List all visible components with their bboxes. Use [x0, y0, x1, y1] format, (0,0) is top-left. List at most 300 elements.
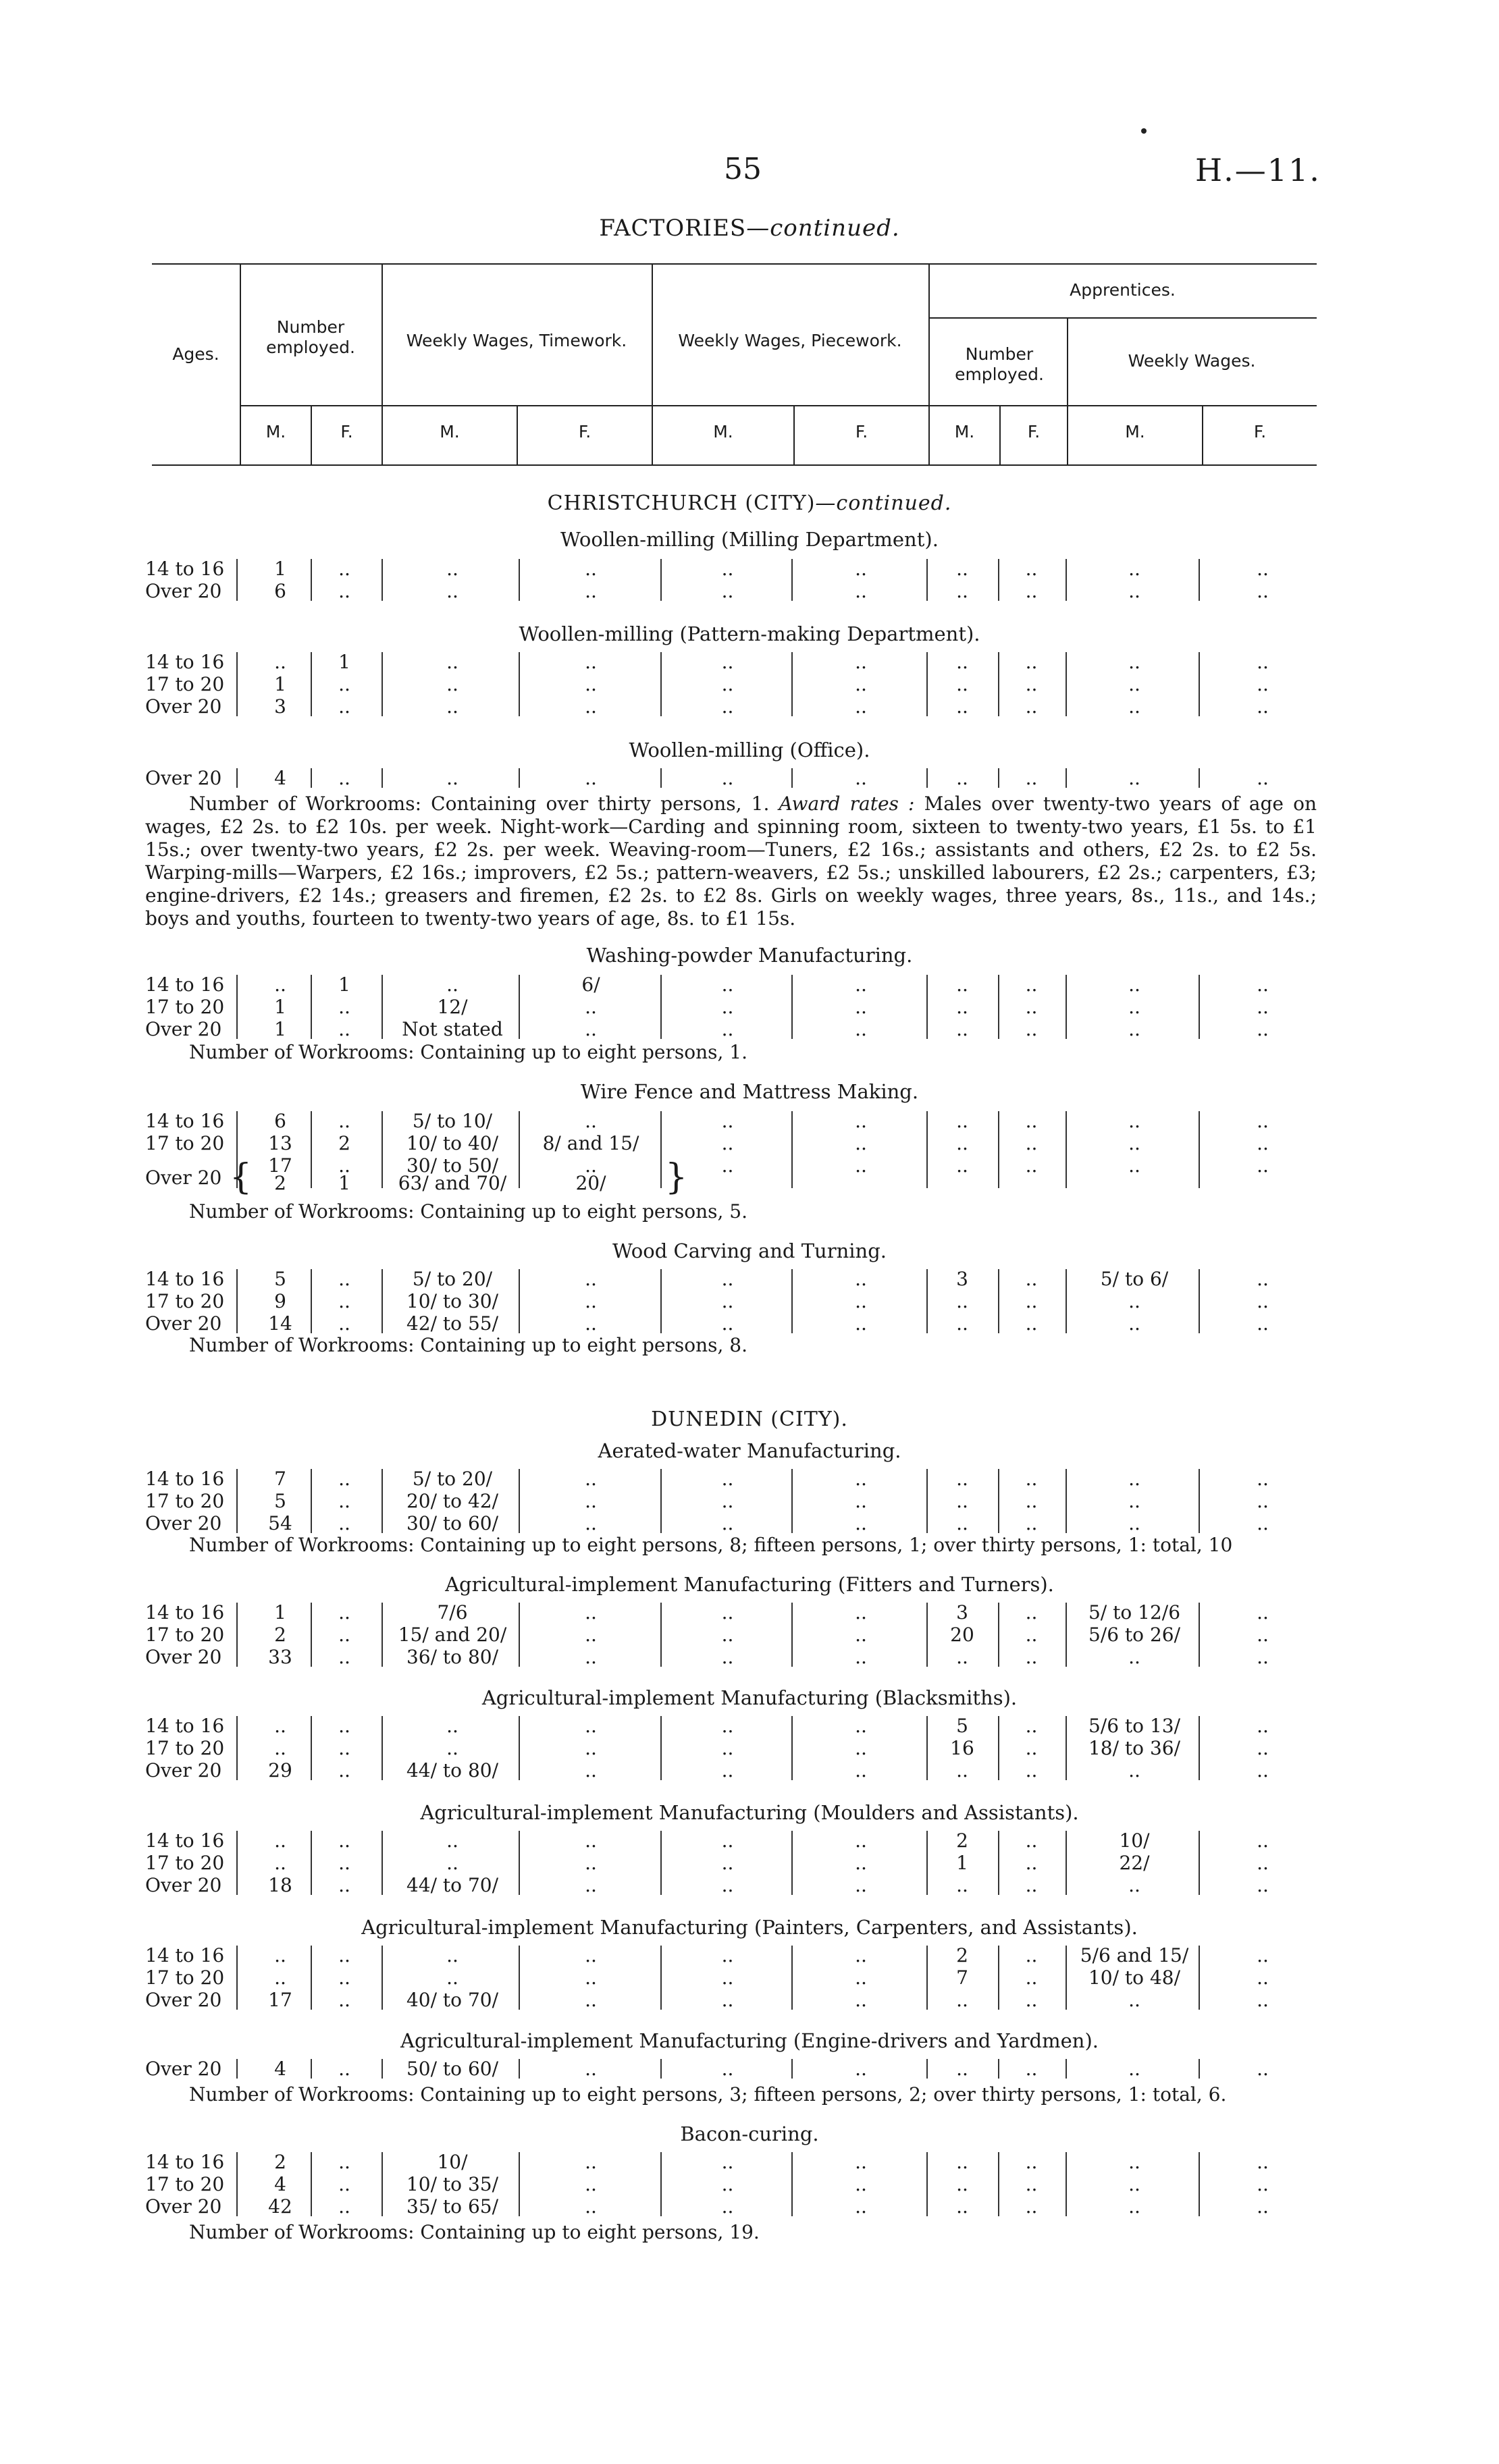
paragraph-body: Males over twenty-two years of age on wages, £2 2s. to £2 10s. per week. Night-work—Carding and spinning room, sixteen to twenty-two years, £1 5s. to £1 15s.; over twenty-two years, £2 2s. per week. Weaving-room—Tuners, £2 16s.; assistants and others, £2 2s. to £2 5s. Warping-mills—Warpers, £2 16s.; improvers, £2 5s.; pattern-weavers, £2 5s.; unskilled labourers, £2 2s.; carpenters, £3; engine-drivers, £2 14s.; greasers and firemen, £2 2s. to £2 8s. Girls on weekly wages, three years, 8s., 11s., and 14s.; boys and youths, fourteen to twenty-two years of age, 8s. to £1 15s.	[145, 793, 1317, 930]
apprentice-wage-male-cell: 5/ to 6/	[1100, 1268, 1169, 1290]
column-rule	[926, 559, 928, 601]
apprentice-male-cell: 16	[950, 1737, 974, 1759]
female-employed-cell: ..	[338, 1646, 350, 1668]
male-timework-cell: 35/ to 65/	[406, 2195, 499, 2218]
male-employed-cell: 42	[268, 2195, 292, 2218]
female-employed-cell: ..	[338, 2195, 350, 2218]
apprentice-wage-female-cell: ..	[1257, 1312, 1269, 1335]
male-employed-cell: 2	[274, 2151, 286, 2173]
apprentice-male-cell: ..	[956, 1312, 968, 1335]
apprentice-wage-male-cell: 5/6 and 15/	[1080, 1944, 1189, 1966]
female-timework-cell: ..	[585, 2151, 597, 2173]
female-timework-cell: ..	[585, 767, 597, 789]
female-timework-cell: ..	[585, 695, 597, 718]
male-piecework-cell: ..	[721, 1759, 734, 1782]
table-row	[0, 1624, 1499, 1646]
column-rule	[791, 768, 793, 788]
apprentice-wage-female-cell: ..	[1257, 1512, 1269, 1534]
table-row	[0, 651, 1499, 674]
age-cell: 17 to 20	[145, 673, 225, 695]
age-cell: 17 to 20	[145, 1290, 225, 1312]
column-rule	[236, 1269, 238, 1333]
table-row	[0, 1468, 1499, 1491]
male-piecework-cell: ..	[721, 1624, 734, 1646]
apprentice-wage-male-cell: 5/6 to 26/	[1088, 1624, 1181, 1646]
female-piecework-cell: ..	[855, 1018, 867, 1040]
female-timework-cell: ..	[585, 2195, 597, 2218]
table-row	[0, 1737, 1499, 1760]
apprentice-wage-male-cell: ..	[1128, 1110, 1140, 1132]
apprentice-female-cell: ..	[1025, 2173, 1038, 2195]
female-piecework-cell: ..	[855, 2173, 867, 2195]
apprentice-wage-male-cell: ..	[1128, 651, 1140, 673]
male-employed-cell: ..	[274, 1715, 286, 1737]
header-f: F.	[578, 422, 591, 441]
male-employed-cell: 5	[274, 1490, 286, 1512]
apprentice-male-cell: 5	[956, 1715, 968, 1737]
column-rule	[382, 975, 383, 1039]
apprentice-wage-female-cell: ..	[1257, 1989, 1269, 2011]
age-cell: 14 to 16	[145, 651, 225, 673]
female-timework-cell: 8/ and 15/	[542, 1132, 639, 1154]
column-rule	[311, 559, 312, 601]
male-employed-cell: ..	[274, 1966, 286, 1989]
female-piecework-cell: ..	[855, 695, 867, 718]
apprentice-wage-female-cell: ..	[1257, 1624, 1269, 1646]
age-cell: 14 to 16	[145, 558, 225, 580]
apprentice-female-cell: ..	[1025, 1829, 1038, 1852]
city-heading: DUNEDIN (CITY).	[651, 1408, 848, 1431]
table-row	[0, 2058, 1499, 2081]
female-employed-cell: 2	[338, 1132, 350, 1154]
table-row	[0, 1601, 1499, 1624]
apprentice-wage-male-cell: ..	[1128, 558, 1140, 580]
age-cell: 17 to 20	[145, 1737, 225, 1759]
table-row	[0, 673, 1499, 696]
column-rule	[998, 1716, 999, 1780]
apprentice-wage-female-cell: ..	[1257, 1110, 1269, 1132]
apprentice-wage-female-cell: ..	[1257, 1759, 1269, 1782]
paragraph-intro: Number of Workrooms: Containing over thirty persons, 1.	[189, 793, 779, 815]
apprentice-wage-female-cell: ..	[1257, 1944, 1269, 1966]
apprentice-female-cell: ..	[1025, 996, 1038, 1018]
apprentice-male-cell: ..	[956, 558, 968, 580]
male-piecework-cell: ..	[721, 2173, 734, 2195]
column-rule	[926, 975, 928, 1039]
apprentice-male-cell: 2	[956, 1829, 968, 1852]
table-row	[0, 1852, 1499, 1875]
table-row	[0, 767, 1499, 790]
apprentice-female-cell: ..	[1025, 1874, 1038, 1896]
apprentice-female-cell: ..	[1025, 1132, 1038, 1154]
male-piecework-cell: ..	[721, 1512, 734, 1534]
female-employed-cell: ..	[338, 1829, 350, 1852]
male-employed-cell: 1	[274, 1018, 286, 1040]
female-piecework-cell: ..	[855, 558, 867, 580]
apprentice-female-cell: ..	[1025, 973, 1038, 996]
male-employed-cell: ..	[274, 1829, 286, 1852]
age-cell: Over 20	[145, 1018, 222, 1040]
column-rule	[519, 559, 520, 601]
section-title: Agricultural-implement Manufacturing (Moulders and Assistants).	[420, 1801, 1079, 1824]
female-employed-cell: ..	[338, 1966, 350, 1989]
female-employed-cell: ..	[338, 2173, 350, 2195]
age-cell: Over 20	[145, 1759, 222, 1782]
female-timework-cell: ..	[585, 673, 597, 695]
column-rule	[1199, 975, 1200, 1039]
apprentice-male-cell: ..	[956, 1018, 968, 1040]
table-row	[0, 1512, 1499, 1535]
paragraph-award-label: Award rates :	[779, 793, 915, 815]
male-employed-cell: 6	[274, 580, 286, 602]
male-timework-cell: 30/ to 60/	[406, 1512, 499, 1534]
apprentice-wage-male-cell: ..	[1128, 2151, 1140, 2173]
column-rule	[791, 975, 793, 1039]
male-piecework-cell: ..	[721, 1874, 734, 1896]
apprentice-wage-female-cell: ..	[1257, 1601, 1269, 1624]
apprentice-male-cell: 7	[956, 1966, 968, 1989]
section-title: Aerated-water Manufacturing.	[598, 1439, 901, 1462]
column-rule	[926, 2152, 928, 2216]
table-header	[152, 263, 1317, 466]
female-timework-cell: ..	[585, 1624, 597, 1646]
apprentice-female-cell: ..	[1025, 2151, 1038, 2173]
column-rule	[236, 2059, 238, 2079]
apprentice-wage-male-cell: ..	[1128, 2058, 1140, 2080]
column-rule	[236, 1716, 238, 1780]
section-title: Bacon-curing.	[680, 2122, 819, 2145]
column-rule	[311, 2059, 312, 2079]
column-rule	[660, 1831, 662, 1895]
male-piecework-cell: ..	[721, 1966, 734, 1989]
header-number-employed: Number employed.	[266, 317, 355, 357]
section-title: Washing-powder Manufacturing.	[586, 944, 913, 967]
apprentice-female-cell: ..	[1025, 1852, 1038, 1874]
apprentice-wage-male-cell: ..	[1128, 580, 1140, 602]
table-row	[0, 1874, 1499, 1897]
apprentice-wage-female-cell: ..	[1257, 673, 1269, 695]
male-timework-cell: ..	[446, 1944, 458, 1966]
section-title: Agricultural-implement Manufacturing (Engine-drivers and Yardmen).	[400, 2029, 1099, 2052]
apprentice-wage-female-cell: ..	[1257, 1290, 1269, 1312]
table-row	[0, 1829, 1499, 1852]
apprentice-wage-male-cell: ..	[1128, 1132, 1140, 1154]
male-timework-cell: 44/ to 80/	[406, 1759, 499, 1782]
female-timework-cell: ..	[585, 1468, 597, 1490]
age-cell: Over 20	[145, 1989, 222, 2011]
female-employed-cell: ..	[338, 1018, 350, 1040]
female-timework-cell: 6/	[581, 973, 600, 996]
female-timework-cell: ..	[585, 1512, 597, 1534]
header-f: F.	[340, 422, 353, 441]
female-employed-cell: ..	[338, 1624, 350, 1646]
male-timework-cell: ..	[446, 1829, 458, 1852]
female-employed-cell: ..	[338, 2151, 350, 2173]
female-employed-cell: ..	[338, 1512, 350, 1534]
apprentice-wage-male-cell: ..	[1128, 1490, 1140, 1512]
column-rule	[382, 1946, 383, 2010]
table-row	[0, 2173, 1499, 2196]
apprentice-wage-female-cell: ..	[1257, 1874, 1269, 1896]
column-rule	[926, 768, 928, 788]
male-timework-cell: ..	[446, 1966, 458, 1989]
column-rule	[998, 559, 999, 601]
male-employed-cell: 4	[274, 2173, 286, 2195]
header-m: M.	[265, 422, 286, 441]
column-rule	[791, 652, 793, 716]
column-rule	[1066, 1831, 1067, 1895]
apprentice-male-cell: ..	[956, 1989, 968, 2011]
column-rule	[1199, 2152, 1200, 2216]
column-rule	[236, 768, 238, 788]
section-title: Woollen-milling (Office).	[629, 739, 870, 761]
male-employed-cell: 14	[268, 1312, 292, 1335]
male-timework-cell: ..	[446, 580, 458, 602]
workrooms-note: Number of Workrooms: Containing up to eight persons, 3; fifteen persons, 2; over thirty persons, 1: total, 6.	[189, 2083, 1227, 2106]
male-timework-cell: ..	[446, 1715, 458, 1737]
column-rule	[1066, 768, 1067, 788]
table-row	[0, 1312, 1499, 1335]
male-employed-cell: 5	[274, 1268, 286, 1290]
apprentice-wage-female-cell: ..	[1257, 1132, 1269, 1154]
female-piecework-cell: ..	[855, 1490, 867, 1512]
header-m: M.	[440, 422, 460, 441]
male-piecework-cell: ..	[721, 1132, 734, 1154]
column-rule	[1199, 1716, 1200, 1780]
age-cell: 17 to 20	[145, 1132, 225, 1154]
male-timework-cell: ..	[446, 1737, 458, 1759]
column-rule	[1066, 2059, 1067, 2079]
apprentice-male-cell: 2	[956, 1944, 968, 1966]
female-piecework-cell: ..	[855, 1512, 867, 1534]
female-piecework-cell: ..	[855, 1154, 867, 1177]
workrooms-note: Number of Workrooms: Containing up to eight persons, 8; fifteen persons, 1; over thirty persons, 1: total, 10	[189, 1534, 1233, 1556]
male-piecework-cell: ..	[721, 2151, 734, 2173]
age-cell: Over 20	[145, 1512, 222, 1534]
male-timework-cell: ..	[446, 767, 458, 789]
column-rule	[660, 1946, 662, 2010]
female-piecework-cell: ..	[855, 2058, 867, 2080]
male-timework-cell: ..	[446, 673, 458, 695]
male-piecework-cell: ..	[721, 996, 734, 1018]
female-employed-cell: ..	[338, 695, 350, 718]
female-piecework-cell: ..	[855, 1312, 867, 1335]
table-row	[0, 695, 1499, 718]
column-rule	[1199, 1831, 1200, 1895]
column-rule	[236, 2152, 238, 2216]
apprentice-wage-female-cell: ..	[1257, 2058, 1269, 2080]
apprentice-female-cell: ..	[1025, 1944, 1038, 1966]
apprentice-female-cell: ..	[1025, 651, 1038, 673]
female-piecework-cell: ..	[855, 996, 867, 1018]
female-piecework-cell: ..	[855, 1852, 867, 1874]
column-rule	[791, 1716, 793, 1780]
apprentice-wage-male-cell: ..	[1128, 695, 1140, 718]
male-piecework-cell: ..	[721, 1989, 734, 2011]
apprentice-wage-female-cell: ..	[1257, 1154, 1269, 1177]
female-timework-cell: ..	[585, 1944, 597, 1966]
apprentice-wage-male-cell: 18/ to 36/	[1088, 1737, 1181, 1759]
male-piecework-cell: ..	[721, 580, 734, 602]
female-employed-cell: ..	[338, 1944, 350, 1966]
apprentice-female-cell: ..	[1025, 558, 1038, 580]
apprentice-wage-male-cell: ..	[1128, 1290, 1140, 1312]
apprentice-wage-female-cell: ..	[1257, 1715, 1269, 1737]
column-rule	[519, 1716, 520, 1780]
male-timework-cell: 15/ and 20/	[398, 1624, 507, 1646]
male-piecework-cell: ..	[721, 2058, 734, 2080]
age-cell: 14 to 16	[145, 1944, 225, 1966]
female-employed-cell: ..	[338, 1852, 350, 1874]
apprentice-male-cell: ..	[956, 1154, 968, 1177]
male-timework-cell: 5/ to 10/	[412, 1110, 493, 1132]
female-timework-cell: ..	[585, 2058, 597, 2080]
column-rule	[660, 1469, 662, 1533]
table-row	[0, 2195, 1499, 2218]
apprentice-male-cell: ..	[956, 1290, 968, 1312]
female-timework-cell: ..	[585, 1989, 597, 2011]
apprentice-wage-male-cell: ..	[1128, 1512, 1140, 1534]
table-row	[0, 1018, 1499, 1041]
apprentice-wage-female-cell: ..	[1257, 973, 1269, 996]
male-employed-cell: 1	[274, 673, 286, 695]
apprentice-wage-female-cell: ..	[1257, 1468, 1269, 1490]
apprentice-female-cell: ..	[1025, 1490, 1038, 1512]
apprentice-wage-female-cell: ..	[1257, 651, 1269, 673]
column-rule	[382, 559, 383, 601]
female-piecework-cell: ..	[855, 1468, 867, 1490]
female-piecework-cell: ..	[855, 580, 867, 602]
male-piecework-cell: ..	[721, 1154, 734, 1177]
column-rule	[791, 2059, 793, 2079]
male-employed-cell: 4	[274, 2058, 286, 2080]
column-rule	[311, 1603, 312, 1667]
column-rule	[311, 1469, 312, 1533]
apprentice-wage-male-cell: ..	[1128, 1989, 1140, 2011]
column-rule	[236, 559, 238, 601]
ink-mark	[1141, 128, 1147, 134]
male-timework-cell: 50/ to 60/	[406, 2058, 499, 2080]
female-employed-cell: ..	[338, 767, 350, 789]
page-title	[0, 215, 1499, 242]
male-piecework-cell: ..	[721, 1268, 734, 1290]
column-rule	[382, 2152, 383, 2216]
header-m: M.	[713, 422, 733, 441]
female-timework-cell: ..	[585, 1852, 597, 1874]
male-timework-cell: 10/ to 40/	[406, 1132, 499, 1154]
apprentice-female-cell: ..	[1025, 1737, 1038, 1759]
female-piecework-cell: ..	[855, 1989, 867, 2011]
male-timework-cell: 20/ to 42/	[406, 1490, 499, 1512]
male-employed-cell: ..	[274, 651, 286, 673]
apprentice-wage-male-cell: ..	[1128, 1018, 1140, 1040]
male-employed-cell: 17	[268, 1989, 292, 2011]
header-f: F.	[855, 422, 868, 441]
apprentice-wage-male-cell: ..	[1128, 1154, 1140, 1177]
column-rule	[1066, 1269, 1067, 1333]
column-rule	[1066, 1716, 1067, 1780]
brace: {	[230, 1157, 253, 1198]
column-rule	[519, 2152, 520, 2216]
section-title: Woollen-milling (Pattern-making Department).	[519, 622, 980, 645]
apprentice-female-cell: ..	[1025, 1601, 1038, 1624]
female-timework-cell: ..	[585, 1110, 597, 1132]
column-rule	[519, 975, 520, 1039]
female-employed-cell: ..	[338, 2058, 350, 2080]
male-timework-cell: 44/ to 70/	[406, 1874, 499, 1896]
male-employed-cell: 6	[274, 1110, 286, 1132]
apprentice-wage-male-cell: 10/ to 48/	[1088, 1966, 1181, 1989]
column-rule	[1066, 975, 1067, 1039]
apprentice-female-cell: ..	[1025, 1989, 1038, 2011]
female-timework-cell: ..	[585, 1715, 597, 1737]
table-row	[0, 1268, 1499, 1291]
column-rule	[1066, 559, 1067, 601]
column-rule	[926, 1603, 928, 1667]
apprentice-male-cell: ..	[956, 2195, 968, 2218]
apprentice-female-cell: ..	[1025, 1759, 1038, 1782]
table-row	[0, 1715, 1499, 1738]
column-rule	[382, 1831, 383, 1895]
female-piecework-cell: ..	[855, 1624, 867, 1646]
female-piecework-cell: ..	[855, 1874, 867, 1896]
column-rule	[1066, 652, 1067, 716]
age-cell: 14 to 16	[145, 1268, 225, 1290]
column-rule	[382, 2059, 383, 2079]
apprentice-male-cell: ..	[956, 1512, 968, 1534]
column-rule	[1199, 1946, 1200, 2010]
column-rule	[791, 1946, 793, 2010]
section-title: Wood Carving and Turning.	[612, 1239, 887, 1262]
apprentice-male-cell: ..	[956, 2058, 968, 2080]
column-rule	[998, 768, 999, 788]
table-row	[0, 1759, 1499, 1782]
column-rule	[791, 1269, 793, 1333]
apprentice-male-cell: ..	[956, 651, 968, 673]
apprentice-wage-female-cell: ..	[1257, 1737, 1269, 1759]
apprentice-male-cell: ..	[956, 996, 968, 1018]
table-row	[0, 2151, 1499, 2174]
female-timework-cell: ..	[585, 651, 597, 673]
apprentice-wage-female-cell: ..	[1257, 1490, 1269, 1512]
male-piecework-cell: ..	[721, 1601, 734, 1624]
column-rule	[519, 1831, 520, 1895]
female-piecework-cell: ..	[855, 1601, 867, 1624]
section-title: Agricultural-implement Manufacturing (Painters, Carpenters, and Assistants).	[361, 1916, 1138, 1939]
apprentice-male-cell: 3	[956, 1268, 968, 1290]
female-piecework-cell: ..	[855, 673, 867, 695]
column-rule	[660, 559, 662, 601]
apprentice-wage-male-cell: ..	[1128, 1646, 1140, 1668]
city-suffix: —continued.	[815, 491, 952, 515]
apprentice-wage-male-cell: ..	[1128, 2195, 1140, 2218]
male-piecework-cell: ..	[721, 558, 734, 580]
female-timework-cell: ..	[585, 1646, 597, 1668]
female-piecework-cell: ..	[855, 1268, 867, 1290]
workrooms-note: Number of Workrooms: Containing up to eight persons, 19.	[189, 2221, 760, 2243]
female-piecework-cell: ..	[855, 1132, 867, 1154]
female-employed-cell: ..	[338, 1759, 350, 1782]
table-row	[0, 558, 1499, 581]
female-employed-cell: 1	[338, 973, 350, 996]
apprentice-female-cell: ..	[1025, 1468, 1038, 1490]
column-rule	[236, 975, 238, 1039]
table-row	[0, 1110, 1499, 1133]
workrooms-note: Number of Workrooms: Containing up to eight persons, 8.	[189, 1334, 748, 1356]
male-timework-cell: 10/ to 35/	[406, 2173, 499, 2195]
male-timework-cell: 36/ to 80/	[406, 1646, 499, 1668]
female-employed-cell: ..	[338, 1290, 350, 1312]
